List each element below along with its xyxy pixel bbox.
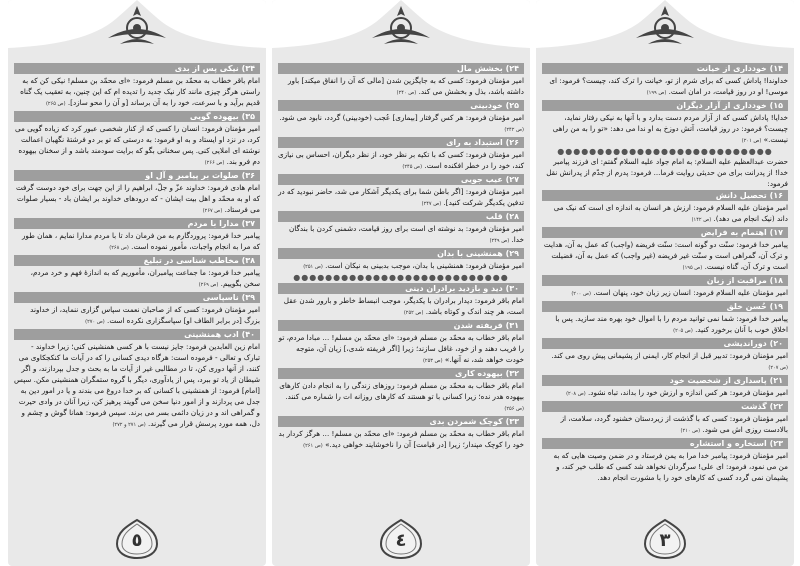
section-text: پیامبر خدا فرمود: ما جماعت پیامبران، مأموریم که به اندازهٔ فهم و خرد مردم، سخن بگوییم. (ص ۲۶۹) xyxy=(30,268,260,288)
section-text: پیامبر خدا فرمود: سنّت دو گونه است: سنّت فریضه (واجب) که عمل به آن، هدایت و ترک آن، گمراهی است و سنّت غیر فریضه (غیر واجب) که عمل به آن، فضیلت است و ترک آن، گناه نیست. (ص ۱۹۵) xyxy=(543,240,788,271)
section-text: امیر مؤمنان فرمود: پیامبر خدا مرا به یمن فرستاد و در ضمن وصیت هایی که به من می نمود، فرمود: ای علی! سرگردان نخواهد شد کسی که طلب خیر کند، و پشیمان نمی گردد کسی که کارهای خود را با مشورت انجام دهد. xyxy=(553,451,788,482)
section-text: امیر مؤمنان فرمود: انسان را کسی که از کنار شخصی عبور کرد که زیاده گویی می کرد، در نزد او ایستاد و به او فرمود: به درستی که تو بر دو فرشتهٔ نگهبان اعمالت نوشته ای املایی کنی. پس سخنانی بگو که برایت سودمند باشد و از سخنان بیهوده دم فرو بند. (ص ۲۶۶) xyxy=(14,124,260,166)
section-text: امیر مؤمنان فرمود: هر کس اندازه و ارزش خود را بداند، تباه نشود. (ص ۲۰۸) xyxy=(566,388,788,397)
section-heading: ۲۳) استخاره و استشاره xyxy=(542,438,788,449)
section-text: امیر مؤمنان فرمود: همنشینی با بدان، موجب بدبینی به نیکان است. (ص ۲۵۱) xyxy=(303,261,524,270)
section-heading: ۲۵) خودبینی xyxy=(278,100,524,111)
section-heading: ۲۱) پاسداری از شخصیت خود xyxy=(542,375,788,386)
ornamental-dome-header xyxy=(8,0,266,66)
section-heading: ۳۳) کوچک شمردن بدی xyxy=(278,416,524,427)
section-heading: ۱۵) خودداری از آزار دیگران xyxy=(542,100,788,111)
section-heading: ۲۸) قلب xyxy=(278,211,524,222)
page-number: ٣ xyxy=(659,530,671,551)
section-text: امام باقر خطاب به محمّد بن مسلم فرمود: «ای محمّد بن مسلم! ... مبادا مردم، تو را فریب دهند و از خود، غافل سازند؛ زیرا [اگر فریفته شدی،] زیان آن، متوجه خودت خواهد شد، نه آنها.» (ص ۲۵۳) xyxy=(278,333,524,364)
section-heading: ۳۶) صلوات بر پیامبر و آل او xyxy=(14,170,260,181)
section-heading: ۲۷) عیب جویی xyxy=(278,174,524,185)
section-text: امیر مؤمنان علیه السلام فرمود: ارزش هر انسان به اندازه ای است که نیک می داند (نیک انجام می دهد). (ص ۱۴۲) xyxy=(553,203,788,223)
section-text: امیر مؤمنان فرمود: کسی که از صاحبان نعمت سپاس گزاری ننماید، از خداوند بزرگ [در برابر الطاف او] سپاسگزاری نکرده است. (ص ۲۷۰) xyxy=(30,305,260,325)
section-heading: ۲۶) استبداد به رای xyxy=(278,137,524,148)
section-heading: ۲۹) همنشینی با بدان xyxy=(278,248,524,259)
section-heading: ۱۹) حُسن خلق xyxy=(542,301,788,312)
section-text: امام باقر خطاب به محمّد بن مسلم فرمود: «ای محمّد بن مسلم! ... هرگز کردار بد خود را کوچک مپندار؛ زیرا [در قیامت] آن را ناخوشایند خواهی دید.» (ص ۲۶۱) xyxy=(278,429,524,449)
section-text: امیر مؤمنان فرمود: بد نوشته ای است برای روز قیامت، دشمنی کردن با بندگان خدا. (ص ۲۴۹) xyxy=(288,224,524,244)
section-text: خداوندا! پاداش کسی که برای شرم از تو، خیانت را ترک کند، چیست؟ فرمود: ای موسی! او در روز قیامت، در امان است. (ص ۱۹۹) xyxy=(549,76,788,96)
section-heading: ۳۴) نیکی پس از بدی xyxy=(14,63,260,74)
section-heading: ۳۸) مخاطب شناسی در تبلیغ xyxy=(14,255,260,266)
section-heading: ۳۷) مدارا با مردم xyxy=(14,218,260,229)
section-heading: ۱۷) اهتمام به فرایض xyxy=(542,227,788,238)
section-heading: ۳۰) دید و بازدید برادران دینی xyxy=(278,283,524,294)
section-text: پیامبر خدا فرمود: شما نمی توانید مردم را با اموال خود بهره مند سازید. پس با اخلاق خوب با آنان برخورد کنید. (ص ۲۰۵) xyxy=(555,314,788,334)
section-heading: ۱۴) خودداری از خیانت xyxy=(542,63,788,74)
page-column-5 xyxy=(8,0,266,566)
section-heading: ۲۴) بخشش مال xyxy=(278,63,524,74)
section-text: پیامبر خدا فرمود: پروردگارم به من فرمان داد تا با مردم مدارا نمایم ، همان طور که مرا به انجام واجبات، مأمور نموده است. (ص ۲۶۸) xyxy=(21,231,260,251)
page-column-4 xyxy=(272,0,530,566)
section-heading: ۳۱) فریفته شدن xyxy=(278,320,524,331)
section-heading: ۳۲) بیهوده کاری xyxy=(278,368,524,379)
decorative-separator: ●●●●●●●●●●●●●●●●●●●●●●●●●●● xyxy=(557,147,773,156)
section-heading: ۲۲) گذشت xyxy=(542,401,788,412)
section-text: امیر مؤمنان فرمود: تدبیر قبل از انجام کار، ایمنی از پشیمانی پیش روی می کند. (ص ۲۰۷) xyxy=(551,351,788,371)
section-text: امام باقر خطاب به محمّد بن مسلم فرمود: «ای محمّد بن مسلم! نیکی کن که به راستی هرگز چیزی مانند کار نیک جدید را تدیده ام که این چنین، به تعقیب یک گناه قدیم برآید و با سرعت، خود را به آن برساند [و آن را محو سازد]. (ص ۲۶۵) xyxy=(20,76,260,107)
ornamental-dome-header xyxy=(272,0,530,66)
section-heading: ۱۸) مراقبت از زبان xyxy=(542,275,788,286)
column-content xyxy=(278,62,524,452)
page-number-badge xyxy=(113,518,161,560)
column-content xyxy=(14,62,260,431)
intro-text: حضرت عبدالعظیم علیه السلام: به امام جواد علیه السلام گفتم: ای فرزند پیامبر خدا! از پدرانت برای من حدیثی روایت فرما... فرمود: پدرم از جدّم از پدرانش نقل فرمود: xyxy=(546,157,788,188)
page-number-badge xyxy=(641,518,689,560)
section-text: امام باقر خطاب به محمّد بن مسلم فرمود: روزهای زندگی را به انجام دادن کارهای بیهوده هدر نده؛ زیرا کسانی با تو هستند که کارهای روزانه ات را شماره می کنند. (ص ۲۵۶) xyxy=(279,381,524,412)
ornamental-dome-header xyxy=(536,0,794,66)
section-text: امیر مؤمنان فرمود: کسی که با گذشت از زیردستان خشنود گردد، سلامت، از بالادست روزی اش می شود. (ص ۲۱۰) xyxy=(560,414,788,434)
section-text: امیر مؤمنان فرمود: هر کس گرفتار [بیماری] عُجب (خودبینی) گردد، نابود می شود. (ص ۲۴۲) xyxy=(279,113,524,133)
section-heading: ۳۹) ناسپاسی xyxy=(14,292,260,303)
page-number: ٥ xyxy=(131,530,143,551)
section-heading: ۱۶) تحصیل دانش xyxy=(542,190,788,201)
section-heading: ۲۰) دوراندیشی xyxy=(542,338,788,349)
section-text: امیر مؤمنان فرمود: کسی که به جایگزین شدن [مالی که آن را انفاق میکند] باور داشته باشد، بذل و بخشش می کند. (ص ۲۴۰) xyxy=(288,76,524,96)
page-number-badge xyxy=(377,518,425,560)
section-text: امام هادی فرمود: خداوند عزّ و جلّ، ابراهیم را از این جهت برای خود دوست گرفت که او به محمّد و اهل بیت ایشان - که درودهای خداوند بر ایشان باد - بسیار صلوات می فرستاد. (ص ۲۶۷) xyxy=(15,183,260,214)
page-number: ٤ xyxy=(395,530,407,551)
page-column-3 xyxy=(536,0,794,566)
section-heading: ۴۰) ادب همنشینی xyxy=(14,329,260,340)
section-text: امیر مؤمنان فرمود: [اگر باطن شما برای یکدیگر آشکار می شد، حاضر نبودید که در تدفین یکدیگر شرکت کنید]. (ص ۲۴۷) xyxy=(278,187,524,207)
section-text: امام باقر فرمود: دیدار برادران با یکدیگر، موجب انبساط خاطر و بارور شدن عقل است، هر چند اندک و کوتاه باشد. (ص ۲۵۲) xyxy=(283,296,524,316)
column-content xyxy=(542,62,788,485)
section-text: خدایا! پاداش کسی که از آزار مردم دست بدارد و با آنها به نیکی رفتار نماید، چیست؟ فرمود: در روز قیامت، آتش دوزخ به او ندا می دهد: «تو را به من راهی نیست.» (ص ۲۰۱) xyxy=(552,113,788,144)
section-heading: ۳۵) بیهوده گویی xyxy=(14,111,260,122)
section-text: امیر مؤمنان فرمود: کسی که با تکیه بر نظر خود، از نظر دیگران، احساس بی نیازی کند، خود را در خطر افکنده است. (ص ۲۴۵) xyxy=(278,150,524,170)
decorative-separator: ●●●●●●●●●●●●●●●●●●●●●●●●●●● xyxy=(293,273,509,282)
section-text: امیر مؤمنان علیه السلام فرمود: انسان زیر زبان خود، پنهان است. (ص ۲۰۰) xyxy=(571,288,788,297)
section-text: امام زین العابدین فرمود: جایز نیست با هر کسی همنشینی کنی؛ زیرا خداوند - تبارک و تعالی - فرموده است: هرگاه دیدی کسانی را که در آیات ما کنکجکاوی می کنند، از آنها دوری کن، تا در مطالبی غیر از آیات ما به بحث و جدل بپردازند، و اگر شیطان از یاد تو ببرد، پس از یادآوری، دیگر با گروه ستمگران همنشینی مکن. سپس [امام] فرمود: از همنشینی با کسانی که بر خدا دروغ می بندند و یا در امور دین به جدل می پردازند و از امور دنیا سخن می گویند پرهیز کن، زیرا آنان در وادی حیرت و گمراهی اند و در زیان دائمی بسر می برند. سپس فرمود: همانا گوش و چشم و دل، همه مورد پرسش قرار می گیرند. (ص ۲۷۱ و ۲۷۲) xyxy=(14,342,260,428)
